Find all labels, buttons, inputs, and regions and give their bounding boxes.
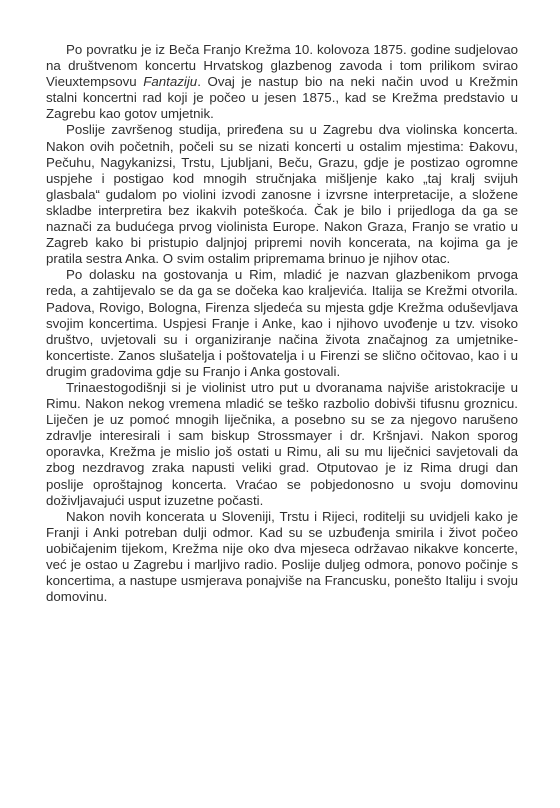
paragraph-2: Poslije završenog studija, priređena su u Zagrebu dva violinska koncerta. Nakon ovih početnih, počeli su se nizati koncerti u ostalim mjestima: Đakovu, Pečuhu, Nagykanizsi, Trstu, Ljubljani, Beču, Grazu, gdje je postizao ogromne uspjehe i postigao kod mnogih stručnjaka mišljenje kako „taj kralj svijuh glasbala“ gudalom po violini izvodi zanosne i izvrsne interpretacije, a složene skladbe interpretira bez ikakvih poteškoća. Čak je bilo i prijedloga da ga se naznači za budućega prvog violinista Europe. Nakon Graza, Franjo se vratio u Zagreb kako bi pristupio daljnjoj pripremi novih koncerata, na kojima ga je pratila sestra Anka. O svim ostalim pripremama brinuo je njihov otac. xyxy=(46,122,518,267)
paragraph-5: Nakon novih koncerata u Sloveniji, Trstu i Rijeci, roditelji su uvidjeli kako je Franji i Anki potreban dulji odmor. Kad su se uzbuđenja smirila i život počeo uobičajenim tijekom, Krežma nije oko dva mjeseca održavao nikakve koncerte, već je ostao u Zagrebu i marljivo radio. Poslije duljeg odmora, ponovo počinje s koncertima, a nastupe usmjerava ponajviše na Francusku, ponešto Italiju i svoju domovinu. xyxy=(46,508,518,605)
paragraph-3: Po dolasku na gostovanja u Rim, mladić je nazvan glazbenikom prvoga reda, a zahtijevalo se da ga se dočeka kao kraljevića. Italija se Krežmi otvorila. Padova, Rovigo, Bologna, Firenza sljedeća su mjesta gdje Krežma oduševljava svojim koncertima. Uspjesi Franje i Anke, kao i njihovo uvođenje u tzv. visoko društvo, uvjetovali su i organiziranje načina života značajnog za umjetnike-koncertiste. Zanos slušatelja i poštovatelja i u Firenzi se slično očitovao, kao i u drugim gradovima gdje su Franjo i Anka gostovali. xyxy=(46,267,518,379)
paragraph-1-text-end: . Ovaj je nastup bio na neki način uvod u Krežmin stalni koncertni rad koji je počeo u jesen 1875., kad se Krežma predstavio u Zagrebu kao gotov umjetnik. xyxy=(46,74,518,122)
paragraph-1 xyxy=(46,42,518,122)
paragraph-1-text-start: Po povratku je iz Beča Franjo Krežma 10. kolovoza 1875. godine sudjelovao na društvenom koncertu Hrvatskog glazbenog zavoda i tom prilikom svirao Vieuxtempsovu xyxy=(46,42,518,90)
work-title-italic: Fantaziju xyxy=(143,74,198,90)
paragraph-4: Trinaestogodišnji si je violinist utro put u dvoranama najviše aristokracije u Rimu. Nakon nekog vremena mladić se teško razbolio dobivši tifusnu groznicu. Liječen je uz pomoć mnogih liječnika, a posebno su se za njegovo narušeno zdravlje interesirali i sam biskup Strossmayer i dr. Kršnjavi. Nakon sporog oporavka, Krežma je mislio još ostati u Rimu, ali su mu liječnici savjetovali da zbog nezdravog zraka napusti veliki grad. Otputovao je iz Rima drugi dan poslije oproštajnog koncerta. Vraćao se pobjedonosno u svoju domovinu doživljavajući usput izuzetne počasti. xyxy=(46,379,518,508)
document-page xyxy=(46,42,518,605)
